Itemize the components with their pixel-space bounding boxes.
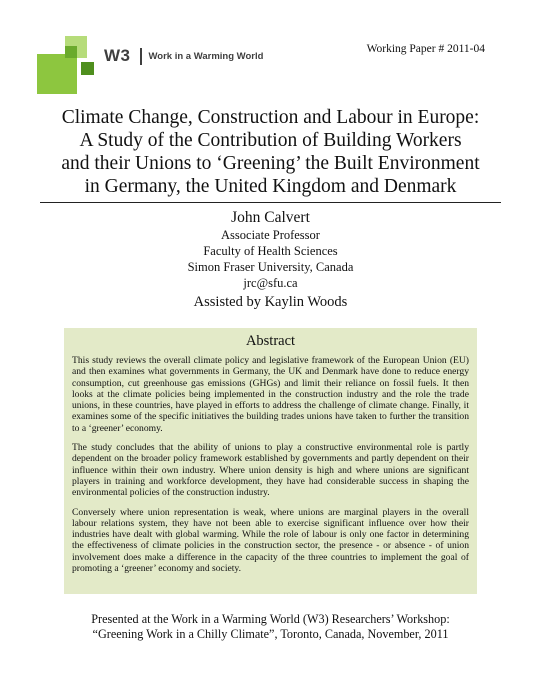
author-position: Associate Professor [221,228,320,242]
author-university: Simon Fraser University, Canada [187,260,354,274]
brand-tagline: Work in a Warming World [148,50,264,62]
logo-square-small-overlap [65,46,77,58]
title-line-3: and their Unions to ‘Greening’ the Built Environment [61,153,480,174]
w3-logo [37,36,95,94]
paper-title [40,106,501,203]
assisted-by: Assisted by Kaylin Woods [193,294,348,310]
logo-square-large [37,54,77,94]
author-email: jrc@sfu.ca [243,276,298,290]
abstract-paragraph-2: The study concludes that the ability of unions to play a constructive environmental role is partly dependent on the broader policy framework established by governments and partly dependent on their influence within their own industry. Where union density is high and where unions are significant players in training and workforce development, they have had considerable success in shaping the environmental policies of the construction industry. [72,442,469,499]
title-line-4: in Germany, the United Kingdom and Denmark [84,176,457,197]
presented-line-1: Presented at the Work in a Warming World (W3) Researchers’ Workshop: [91,612,450,626]
author-block [0,208,541,291]
abstract-paragraph-3: Conversely where union representation is weak, where unions are marginal players in the overall labour relations system, they have not been able to exercise significant influence over how their industries have dealt with global warming. While the role of labour is only one factor in determining the effectiveness of climate policies in the construction sector, the presence - or absence - of union involvement does make a difference in the capacity of the three countries to implement the goal of promoting a ‘greener’ economy and society. [72,506,469,575]
abstract-box [64,328,477,594]
brand [104,46,263,66]
brand-short: W3 [104,46,131,65]
presented-line-2: “Greening Work in a Chilly Climate”, Toronto, Canada, November, 2011 [92,627,449,641]
brand-divider [140,48,142,65]
working-paper-number: Working Paper # 2011-04 [366,43,485,55]
presented-at [0,612,541,642]
title-line-2: A Study of the Contribution of Building Workers [79,130,462,151]
abstract-heading: Abstract [245,333,296,349]
author-faculty: Faculty of Health Sciences [203,244,338,258]
title-line-1: Climate Change, Construction and Labour in Europe: [61,107,480,128]
author-name: John Calvert [231,209,310,226]
logo-square-tiny [81,62,94,75]
abstract-paragraph-1: This study reviews the overall climate policy and legislative framework of the European Union (EU) and then examines what governments in Germany, the UK and Denmark have done to reduce energy consumption, cut greenhouse gas emissions (GHGs) and limit their reliance on fossil fuels. It then looks at the climate policies being implemented in the construction industry and the role the trade unions, in these countries, have played in efforts to address the challenge of climate change. Finally, it examines some of the specific initiatives the building trades unions have taken to further the transition to a ‘greener’ economy. [72,355,469,434]
